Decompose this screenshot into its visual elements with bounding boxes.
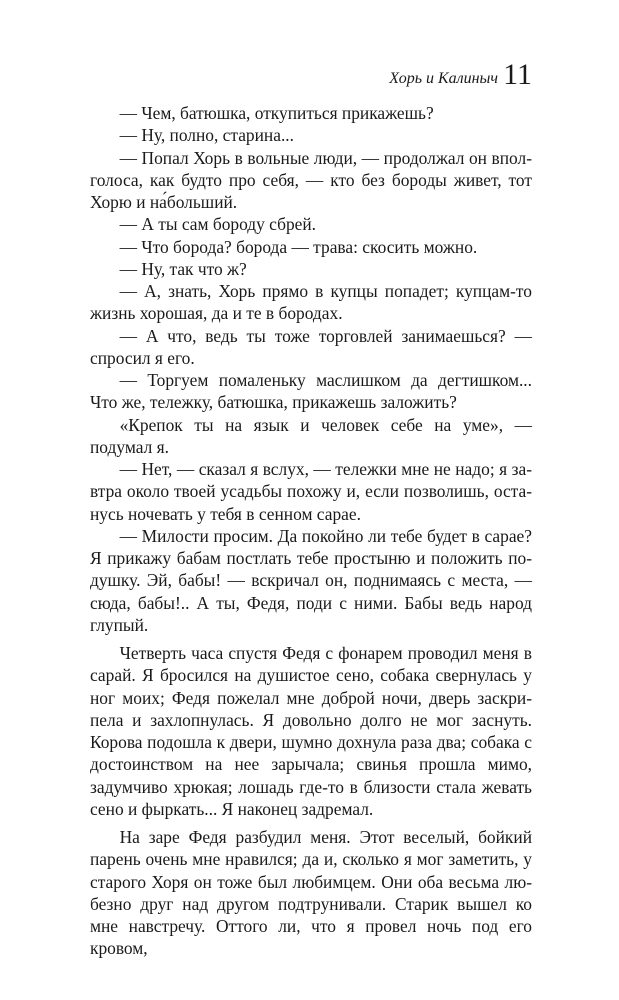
paragraph: — Чем, батюшка, откупиться прикажешь? <box>119 103 434 123</box>
paragraph: — Ну, полно, старина... <box>119 125 294 146</box>
paragraph: На заре Федя разбудил меня. Этот веселый, бойкий парень очень мне нравился; да и, сколько я мог заметить, у старого Хоря он тоже был любимцем. Они оба весьма любезно друг над другом подтрунивали. Старик вышел ко мне навстречу. Оттого ли, что я провел ночь под его кровом, <box>90 827 532 959</box>
page-header <box>90 58 532 92</box>
paragraph: — Нет, — сказал я вслух, — тележки мне не надо; я завтра около твоей усадьбы похожу и, если позволишь, останусь ночевать у тебя в сенном сарае. <box>90 459 532 524</box>
paragraph: — Что борода? борода — трава: скосить можно. <box>119 236 478 257</box>
paragraph: — Ну, так что ж? <box>119 258 247 279</box>
paragraph: — Попал Хорь в вольные люди, — продолжал он вполголоса, как будто про себя, — кто без бороды живет, тот Хорю и на́больший. <box>90 147 532 212</box>
paragraph: — А, знать, Хорь прямо в купцы попадет; купцам-то жизнь хорошая, да и те в бородах. <box>90 281 532 324</box>
page-body <box>90 102 532 960</box>
page-number: 11 <box>503 58 532 91</box>
paragraph: — А что, ведь ты тоже торговлей занимаешься? — спросил я его. <box>90 325 532 368</box>
paragraph: — Милости просим. Да покойно ли тебе будет в сарае? Я прикажу бабам постлать тебе простыню и положить подушку. Эй, бабы! — вскричал он, поднимаясь с места, — сюда, бабы!.. А ты, Федя, поди с ними. Бабы ведь народ глупый. <box>90 525 532 635</box>
paragraph: «Крепок ты на язык и человек себе на уме», — подумал я. <box>90 414 532 457</box>
paragraph: — А ты сам бороду сбрей. <box>119 214 317 235</box>
running-title: Хорь и Калиныч <box>389 70 498 87</box>
paragraph: — Торгуем помаленьку маслишком да дегтишком... Что же, тележку, батюшка, прикажешь заложить? <box>90 370 532 413</box>
paragraph: Четверть часа спустя Федя с фонарем проводил меня в сарай. Я бросился на душистое сено, собака свернулась у ног моих; Федя пожелал мне доброй ночи, дверь заскрипела и захлопнулась. Я довольно долго не мог заснуть. Корова подошла к двери, шумно дохнула раза два; собака с достоинством на нее зарычала; свинья прошла мимо, задумчиво хрюкая; лошадь где-то в близости стала жевать сено и фыркать... Я наконец задремал. <box>90 643 532 819</box>
